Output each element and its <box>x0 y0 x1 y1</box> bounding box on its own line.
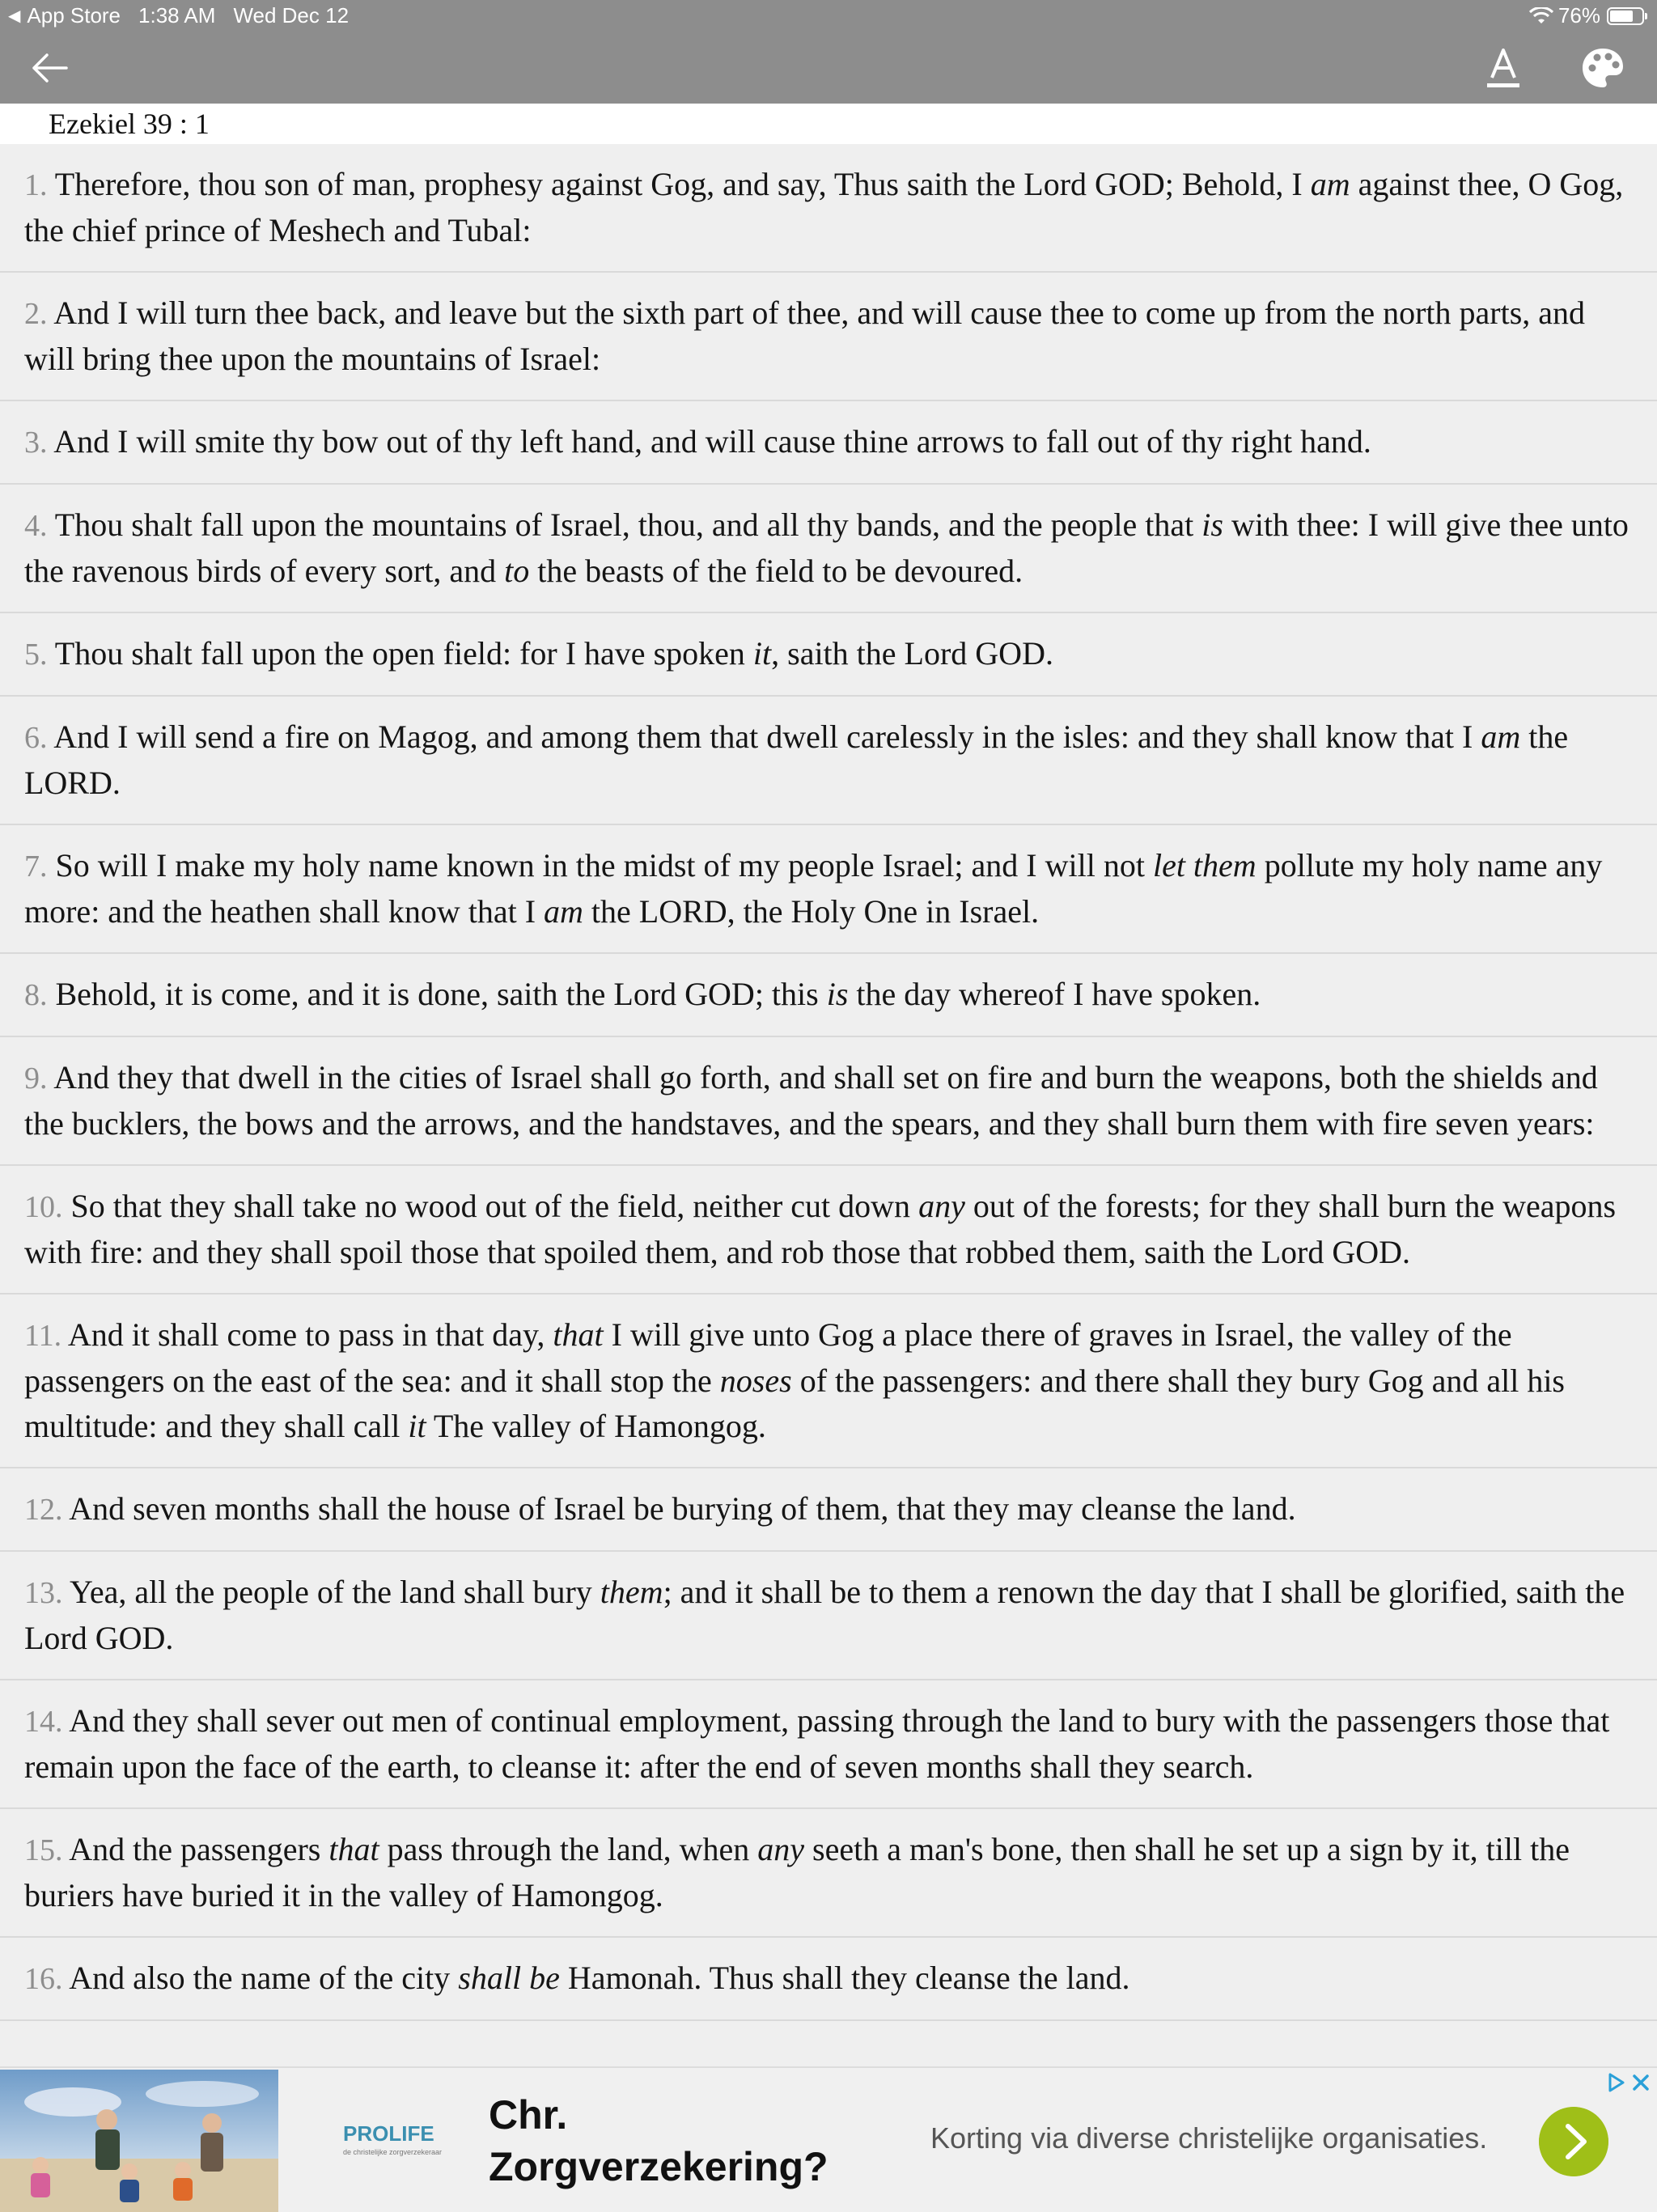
chapter-reference-bar <box>0 104 1657 144</box>
verse-item[interactable] <box>0 485 1657 613</box>
verse-text: And I will send a fire on Magog, and among them that dwell carelessly in the isles: and they shall know that I am the LORD. <box>24 718 1569 801</box>
ad-brand-tagline: de christelijke zorgverzekeraar <box>343 2148 443 2156</box>
verse-text: And I will turn thee back, and leave but the sixth part of thee, and will cause thee to come up from the north parts, and will bring thee upon the mountains of Israel: <box>24 295 1586 377</box>
verse-number: 4. <box>24 509 48 543</box>
verse-text: So that they shall take no wood out of the field, neither cut down any out of the forests; for they shall burn the weapons with fire: and they shall spoil those that spoiled them, and rob those that robbed them, saith the Lord GOD. <box>24 1188 1617 1270</box>
wifi-icon <box>1529 7 1553 25</box>
ad-banner[interactable] <box>0 2066 1657 2212</box>
verse-number: 10. <box>24 1190 63 1224</box>
verse-item[interactable] <box>0 1809 1657 1938</box>
verse-number: 2. <box>24 297 48 331</box>
battery-percent: 76% <box>1557 3 1600 28</box>
verse-number: 9. <box>24 1062 48 1095</box>
back-app-label[interactable]: App Store <box>27 3 121 28</box>
verse-list[interactable] <box>0 144 1657 2066</box>
verse-item[interactable] <box>0 613 1657 697</box>
verse-number: 13. <box>24 1576 63 1610</box>
verse-number: 12. <box>24 1493 63 1527</box>
verse-number: 7. <box>24 850 48 884</box>
ad-brand-logo[interactable] <box>343 2121 442 2156</box>
verse-text: Thou shalt fall upon the mountains of Israel, thou, and all thy bands, and the people that is with thee: I will give thee unto the ravenous birds of every sort, and to the beasts of the field to be devoured. <box>24 506 1629 589</box>
verse-text: And it shall come to pass in that day, that I will give unto Gog a place there of graves in Israel, the valley of the passengers on the east of the sea: and it shall stop the noses of the passengers: and there shall they bury Gog and all his multitude: and they shall call it The valley of Hamongog. <box>24 1316 1565 1444</box>
text-format-icon[interactable] <box>1485 45 1521 91</box>
verse-text: And they that dwell in the cities of Israel shall go forth, and shall set on fire and burn the weapons, both the shields and the bucklers, the bows and the arrows, and the handstaves, and the spears, and they shall burn them with fire seven years: <box>24 1059 1598 1142</box>
verse-number: 16. <box>24 1962 63 1996</box>
verse-item[interactable] <box>0 1166 1657 1295</box>
top-navigation-bar <box>0 32 1657 104</box>
verse-item[interactable] <box>0 1552 1657 1680</box>
verse-text: Therefore, thou son of man, prophesy against Gog, and say, Thus saith the Lord GOD; Behold, I am against thee, O Gog, the chief prince of Meshech and Tubal: <box>24 166 1624 248</box>
status-bar <box>0 0 1657 32</box>
ad-brand-name: PROLIFE <box>343 2121 434 2146</box>
verse-text: And also the name of the city shall be Hamonah. Thus shall they cleanse the land. <box>62 1960 1130 1996</box>
palette-icon[interactable] <box>1581 47 1625 89</box>
verse-number: 11. <box>24 1319 62 1353</box>
verse-number: 8. <box>24 978 48 1012</box>
verse-number: 3. <box>24 426 48 460</box>
verse-number: 5. <box>24 638 48 672</box>
ad-description[interactable]: Korting via diverse christelijke organisaties. <box>930 2121 1488 2155</box>
verse-item[interactable] <box>0 1938 1657 2021</box>
arrow-left-icon[interactable] <box>31 52 68 84</box>
verse-number: 15. <box>24 1833 63 1867</box>
verse-item[interactable] <box>0 401 1657 485</box>
verse-item[interactable] <box>0 954 1657 1037</box>
ad-title[interactable] <box>489 2089 828 2193</box>
verse-text: Behold, it is come, and it is done, saith the Lord GOD; this is the day whereof I have spoken. <box>47 976 1261 1012</box>
status-time: 1:38 AM <box>138 3 216 28</box>
ad-title-line-1: Chr. <box>489 2092 568 2138</box>
verse-item[interactable] <box>0 1295 1657 1468</box>
verse-item[interactable] <box>0 697 1657 825</box>
verse-item[interactable] <box>0 1680 1657 1809</box>
verse-item[interactable] <box>0 1468 1657 1552</box>
verse-text: So will I make my holy name known in the midst of my people Israel; and I will not let them pollute my holy name any more: and the heathen shall know that I am the LORD, the Holy One in Israel. <box>24 847 1603 930</box>
verse-item[interactable] <box>0 1037 1657 1166</box>
verse-text: And I will smite thy bow out of thy left hand, and will cause thine arrows to fall out of thy right hand. <box>47 423 1371 460</box>
verse-text: And the passengers that pass through the land, when any seeth a man's bone, then shall he set up a sign by it, till the buriers have buried it in the valley of Hamongog. <box>24 1831 1570 1913</box>
verse-item[interactable] <box>0 273 1657 401</box>
back-to-app-icon[interactable]: ◀ <box>8 7 21 25</box>
verse-item[interactable] <box>0 825 1657 954</box>
verse-text: Thou shalt fall upon the open field: for I have spoken it, saith the Lord GOD. <box>47 635 1053 672</box>
chapter-reference: Ezekiel 39 : 1 <box>49 108 210 140</box>
verse-number: 6. <box>24 721 48 755</box>
verse-number: 14. <box>24 1705 63 1739</box>
verse-text: And they shall sever out men of continual employment, passing through the land to bury with the passengers those that remain upon the face of the earth, to cleanse it: after the end of seven months shall they search. <box>24 1702 1610 1785</box>
chevron-right-icon[interactable] <box>1539 2107 1608 2176</box>
ad-title-line-2: Zorgverzekering? <box>489 2144 828 2189</box>
status-date: Wed Dec 12 <box>233 3 350 28</box>
verse-item[interactable] <box>0 144 1657 273</box>
verse-text: And seven months shall the house of Israel be burying of them, that they may cleanse the land. <box>62 1490 1296 1527</box>
adchoices-icon[interactable] <box>1607 2071 1652 2094</box>
verse-number: 1. <box>24 168 48 202</box>
battery-icon <box>1607 7 1644 25</box>
verse-text: Yea, all the people of the land shall bury them; and it shall be to them a renown the day that I shall be glorified, saith the Lord GOD. <box>24 1574 1625 1656</box>
ad-family-photo[interactable] <box>0 2070 278 2212</box>
